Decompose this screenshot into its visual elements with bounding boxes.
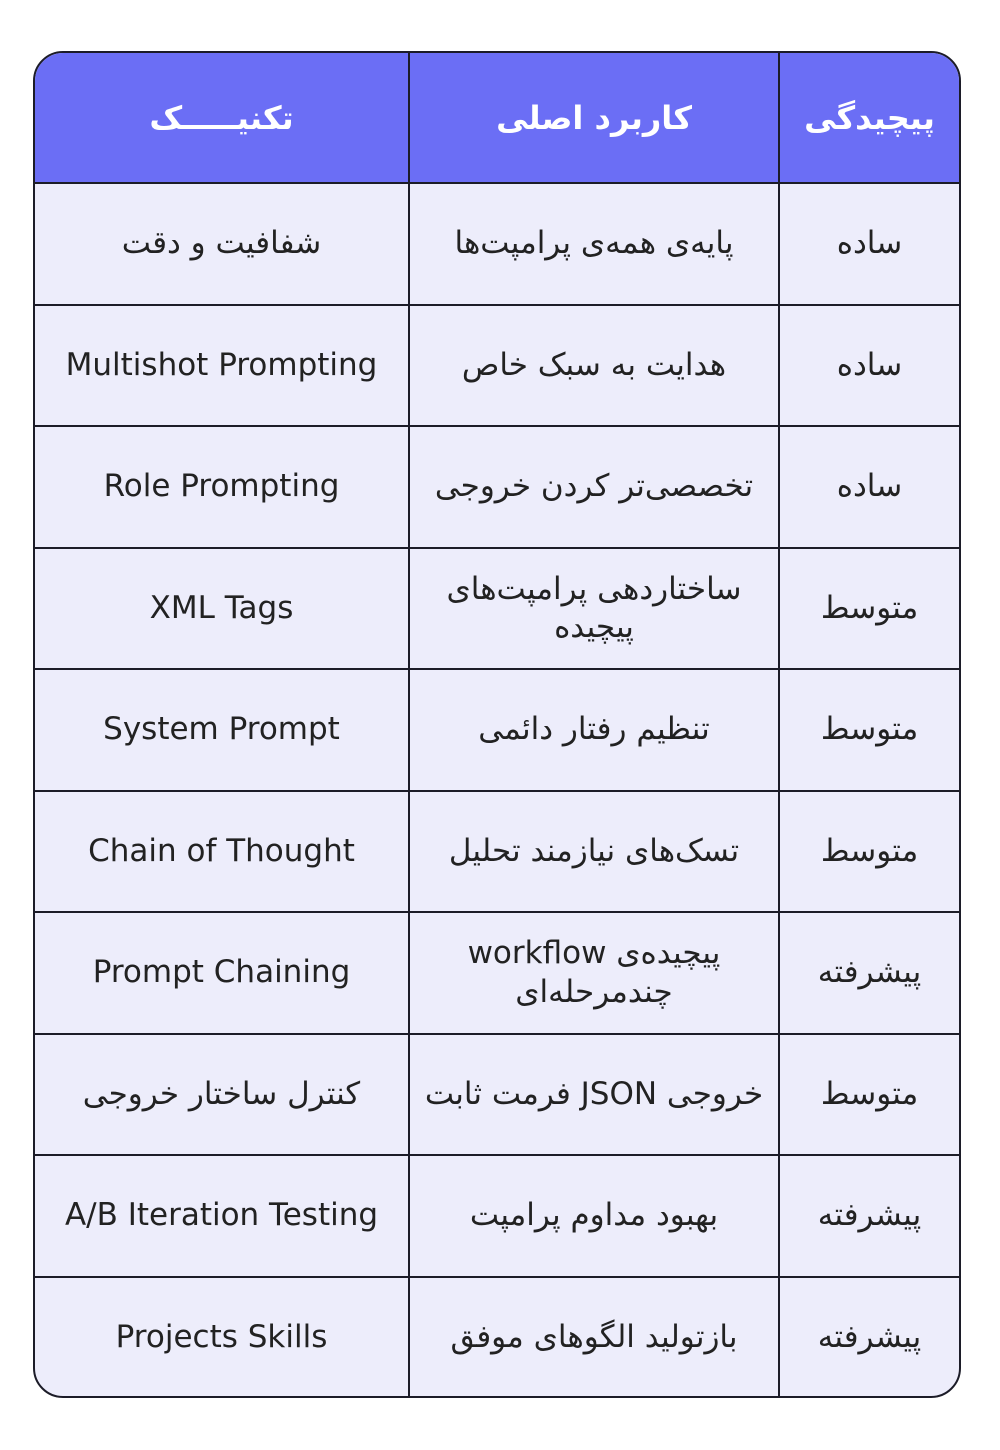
table-row: [35, 305, 959, 427]
table-row: [35, 426, 959, 548]
cell-technique: کنترل ساختار خروجی: [35, 1034, 409, 1156]
cell-complexity: ساده: [779, 426, 959, 548]
cell-technique: A/B Iteration Testing: [35, 1155, 409, 1277]
table-row: [35, 791, 959, 913]
cell-technique: Role Prompting: [35, 426, 409, 548]
cell-complexity: متوسط: [779, 548, 959, 670]
cell-complexity: متوسط: [779, 669, 959, 791]
header-main-use: کاربرد اصلی: [409, 53, 779, 183]
cell-technique: XML Tags: [35, 548, 409, 670]
cell-main-use: بهبود مداوم پرامپت: [409, 1155, 779, 1277]
techniques-table-grid: [35, 53, 959, 1398]
table-row: [35, 1034, 959, 1156]
cell-complexity: پیشرفته: [779, 912, 959, 1034]
cell-complexity: ساده: [779, 183, 959, 305]
table-row: [35, 183, 959, 305]
table-row: [35, 1277, 959, 1399]
cell-technique: System Prompt: [35, 669, 409, 791]
cell-main-use: خروجی JSON فرمت ثابت: [409, 1034, 779, 1156]
cell-complexity: متوسط: [779, 791, 959, 913]
techniques-table: [33, 51, 961, 1398]
table-row: [35, 912, 959, 1034]
cell-main-use: بازتولید الگوهای موفق: [409, 1277, 779, 1399]
cell-main-use: تسک‌های نیازمند تحلیل: [409, 791, 779, 913]
cell-main-use: ساختاردهی پرامپت‌های پیچیده: [409, 548, 779, 670]
cell-complexity: متوسط: [779, 1034, 959, 1156]
table-row: [35, 669, 959, 791]
cell-main-use: پایه‌ی همه‌ی پرامپت‌ها: [409, 183, 779, 305]
cell-complexity: ساده: [779, 305, 959, 427]
cell-complexity: پیشرفته: [779, 1277, 959, 1399]
header-complexity: پیچیدگی: [779, 53, 959, 183]
cell-technique: شفافیت و دقت: [35, 183, 409, 305]
cell-main-use: workflow پیچیده‌ی چندمرحله‌ای: [409, 912, 779, 1034]
cell-technique: Prompt Chaining: [35, 912, 409, 1034]
table-row: [35, 1155, 959, 1277]
header-technique: تکنیـــــک: [35, 53, 409, 183]
cell-technique: Projects Skills: [35, 1277, 409, 1399]
table-header-row: [35, 53, 959, 183]
cell-main-use: هدایت به سبک خاص: [409, 305, 779, 427]
cell-technique: Chain of Thought: [35, 791, 409, 913]
table-row: [35, 548, 959, 670]
cell-main-use: تخصصی‌تر کردن خروجی: [409, 426, 779, 548]
cell-complexity: پیشرفته: [779, 1155, 959, 1277]
cell-main-use: تنظیم رفتار دائمی: [409, 669, 779, 791]
cell-technique: Multishot Prompting: [35, 305, 409, 427]
